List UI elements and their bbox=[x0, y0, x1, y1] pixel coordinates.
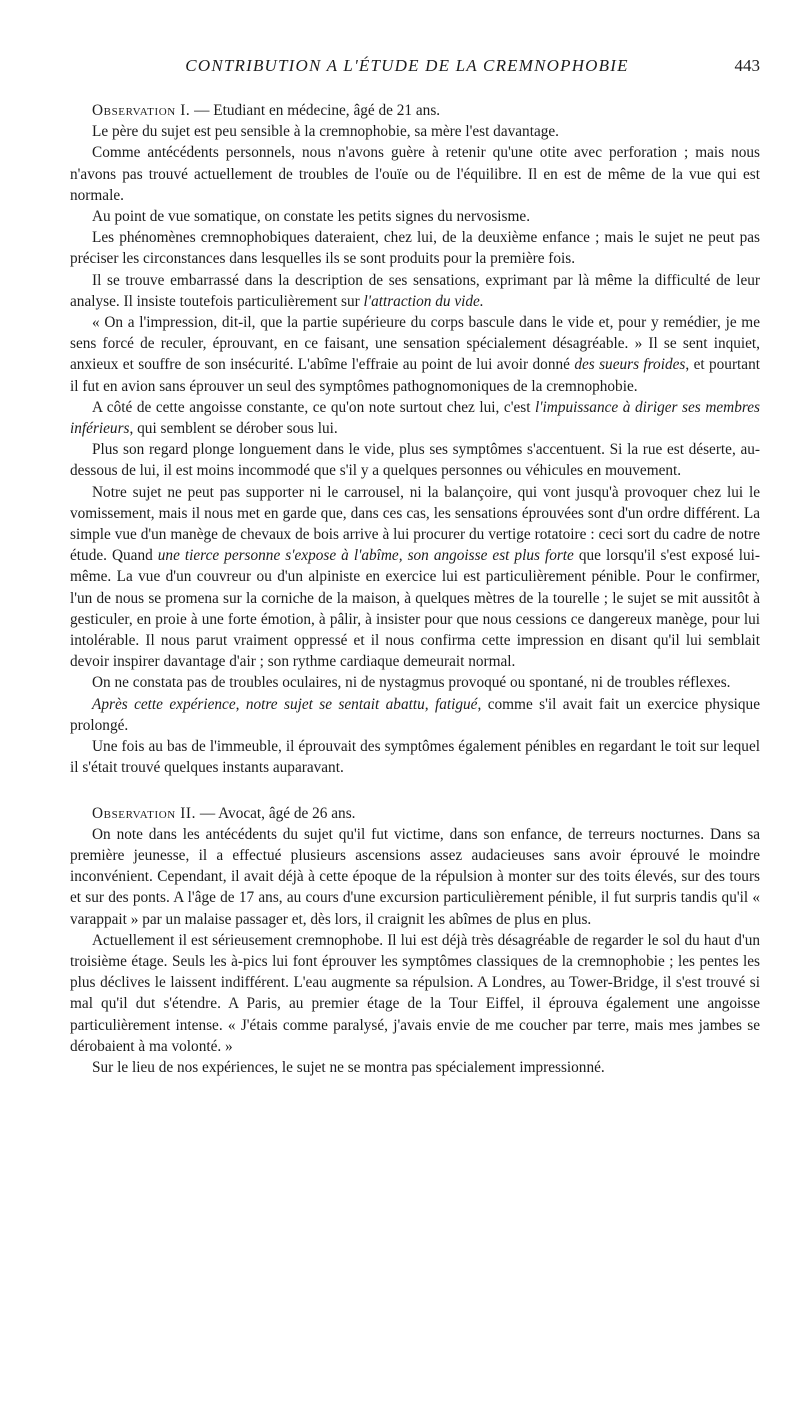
paragraph bbox=[70, 312, 760, 397]
observation-1-heading bbox=[70, 100, 760, 121]
paragraph: On note dans les antécédents du sujet qu'il fut victime, dans son enfance, de terreurs nocturnes. Dans sa première jeunesse, il a effectué plusieurs ascensions assez audacieuses sans avoir éprouvé le moindre inconvénient. Cependant, il avait déjà à cette époque de la répulsion à monter sur des toits élevés, sur des tours et sur des ponts. A l'âge de 17 ans, au cours d'une excursion particulièrement pénible, il fut surpris tandis qu'il « varappait » par un malaise passager et, dès lors, il craignit les abîmes de plus en plus. bbox=[70, 825, 760, 928]
paragraph: Plus son regard plonge longuement dans le vide, plus ses symptômes s'accentuent. Si la rue est déserte, au-dessous de lui, il est moins incommodé que s'il y a quelques personnes ou véhicules en mouvement. bbox=[70, 441, 760, 480]
page-number: 443 bbox=[734, 56, 760, 75]
italic-run: Après cette expérience, notre sujet se sentait abattu, fatigué, bbox=[92, 695, 482, 713]
paragraph: Le père du sujet est peu sensible à la cremnophobie, sa mère l'est davantage. bbox=[92, 123, 560, 141]
paragraph bbox=[70, 482, 760, 673]
running-head bbox=[70, 56, 760, 82]
text-run: , qui semblent se dérober sous lui. bbox=[129, 420, 338, 438]
italic-run: des sueurs froides bbox=[574, 356, 686, 374]
observation-2-heading bbox=[70, 803, 760, 824]
running-title: CONTRIBUTION A L'ÉTUDE DE LA CREMNOPHOBIE bbox=[185, 56, 629, 75]
paragraph: Les phénomènes cremnophobiques dateraient, chez lui, de la deuxième enfance ; mais le sujet ne peut pas préciser les circonstances dans lesquelles ils se sont produits pour la première fois. bbox=[70, 229, 760, 268]
paragraph: Actuellement il est sérieusement cremnophobe. Il lui est déjà très désagréable de regarder le sol du haut d'un troisième étage. Seuls les à-pics lui font éprouver les symptômes classiques de la cremnophobie ; les pentes les plus déclives le laissent indifférent. L'eau augmente sa répulsion. A Londres, au Tower-Bridge, il s'est trouvé si mal qu'il dut s'étendre. A Paris, au premier étage de la Tour Eiffel, il éprouva également une angoisse particulièrement intense. « J'étais comme paralysé, j'avais envie de me coucher par terre, mais mes jambes se dérobaient à ma volonté. » bbox=[70, 931, 760, 1055]
text-run: A côté de cette angoisse constante, ce qu'on note surtout chez lui, c'est bbox=[92, 398, 536, 416]
observation-label: Observation II. bbox=[92, 804, 197, 822]
text-run: que lorsqu'il s'est exposé lui-même. La vue d'un couvreur ou d'un alpiniste en exercice lui est particulièrement pénible. Pour le confirmer, l'un de nous se promena sur la corniche de la maison, à quelques mètres de la tourelle ; le sujet se mit aussitôt à gesticuler, en proie à une forte émotion, à pâlir, à insister pour que nous cessions ce dangereux manège, pour lui intolérable. Il nous parut vraiment oppressé et il nous confirma cette impression en disant qu'il lui semblait devoir inspirer davantage d'air ; son rythme cardiaque demeurait normal. bbox=[70, 547, 760, 671]
italic-run: l'attraction du vide. bbox=[363, 292, 484, 310]
text-run: comme s'il avait fait un exercice physique prolongé. bbox=[70, 695, 760, 734]
italic-run: une tierce personne s'expose à l'abîme, son angoisse est plus forte bbox=[157, 547, 574, 565]
paragraph: On ne constata pas de troubles oculaires, ni de nystagmus provoqué ou spontané, ni de troubles réflexes. bbox=[92, 674, 731, 692]
paragraph bbox=[70, 694, 760, 736]
paragraph: Une fois au bas de l'immeuble, il éprouvait des symptômes également pénibles en regardant le toit sur lequel il s'était trouvé quelques instants auparavant. bbox=[70, 738, 760, 777]
text-run: Notre sujet ne peut pas supporter ni le carrousel, ni la balançoire, qui vont jusqu'à provoquer chez lui le vomissement, mais il nous met en garde que, dans ces cas, les sensations éprouvées sont d'un ordre différent. La simple vue d'un manège de chevaux de bois arrive à lui procurer du vertige rotatoire : ceci sort du cadre de notre étude. Quand bbox=[70, 483, 760, 565]
italic-run: l'impuissance à diriger ses membres inférieurs bbox=[70, 398, 760, 438]
text-run: , et pourtant il fut en avion sans éprouver un seul des symptômes pathognomoniques de la cremnophobie. bbox=[70, 356, 760, 395]
text-run: « On a l'impression, dit-il, que la partie supérieure du corps bascule dans le vide et, pour y remédier, je me sens forcé de reculer, éprouvant, en ce faisant, une sensation spécialement désagréable. » Il se sent inquiet, anxieux et souffre de son insécurité. L'abîme l'effraie au point de lui avoir donné bbox=[70, 314, 760, 374]
paragraph: Comme antécédents personnels, nous n'avons guère à retenir qu'une otite avec perforation ; mais nous n'avons pas trouvé actuellement de troubles de l'ouïe ou de l'équilibre. Il en est de même de la vue qui est normale. bbox=[70, 144, 760, 204]
observation-label: Observation I. bbox=[92, 102, 191, 119]
paragraph: Au point de vue somatique, on constate les petits signes du nervosisme. bbox=[92, 208, 531, 226]
section-gap bbox=[70, 779, 760, 803]
paragraph bbox=[70, 270, 760, 312]
paragraph bbox=[70, 397, 760, 439]
text-run: Il se trouve embarrassé dans la description de ses sensations, exprimant par là même la difficulté de leur analyse. Il insiste toutefois particulièrement sur bbox=[70, 271, 760, 310]
paragraph: Sur le lieu de nos expériences, le sujet ne se montra pas spécialement impressionné. bbox=[92, 1058, 605, 1076]
observation-intro: — Avocat, âgé de 26 ans. bbox=[196, 804, 356, 822]
observation-intro: — Etudiant en médecine, âgé de 21 ans. bbox=[190, 102, 441, 119]
